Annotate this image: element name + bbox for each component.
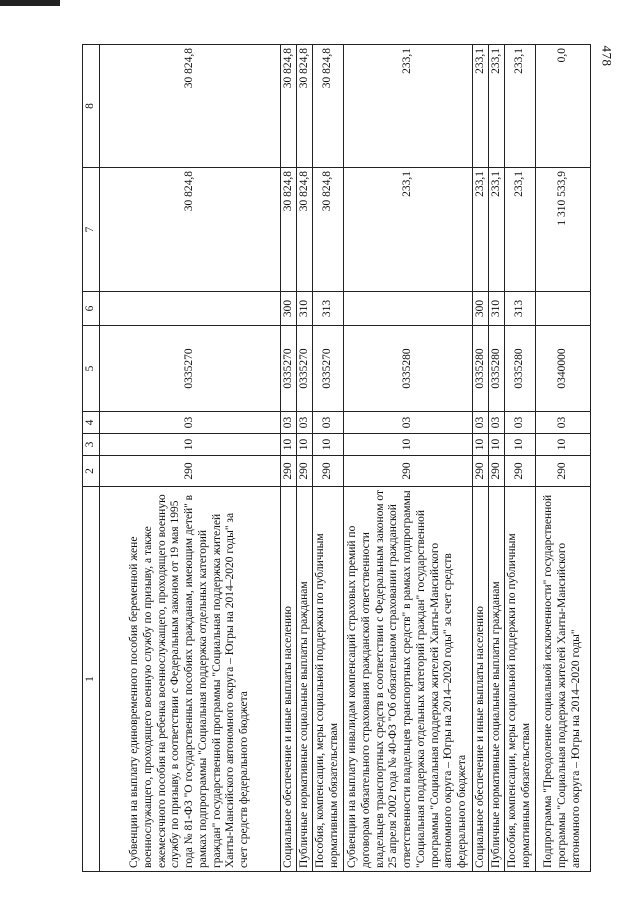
- cell-ministry-code: 290: [344, 456, 473, 487]
- header-col-8: 8: [83, 45, 100, 168]
- cell-amount-a: 30 824,8: [100, 168, 281, 292]
- row-description: Социальное обеспечение и иные выплаты населению: [281, 487, 297, 872]
- table-row: [505, 45, 536, 872]
- cell-amount-b: 0,0: [536, 45, 591, 168]
- table-row: [281, 45, 297, 872]
- table-row: [297, 45, 313, 872]
- cell-expense-type: [344, 292, 473, 326]
- cell-amount-a: 30 824,8: [313, 168, 344, 292]
- row-description: Субвенции на выплату единовременного пособия беременной жене военнослужащего, проходящего военную службу по призыву, а также ежемесячного пособия на ребенка военнослужащего, проходящего военную службу по призыву, в соответствии с Федеральным законом от 19 мая 1995 года № 81-ФЗ "О государственных пособиях гражданам, имеющим детей" в рамках подпрограммы "Социальная поддержка отдельных категорий граждан" государственной программы "Социальная поддержка жителей Ханты-Мансийского автономного округа – Югры на 2014–2020 годы" за счет средств федерального бюджета: [100, 487, 281, 872]
- cell-target-article: 0340000: [536, 326, 591, 412]
- table-row: [489, 45, 505, 872]
- cell-section: 10: [489, 434, 505, 456]
- cell-amount-b: 233,1: [344, 45, 473, 168]
- rotated-table-container: [82, 45, 582, 872]
- cell-target-article: 0335270: [100, 326, 281, 412]
- scan-edge-mark: [0, 0, 60, 6]
- cell-amount-b: 30 824,8: [297, 45, 313, 168]
- cell-subsection: 03: [297, 412, 313, 434]
- cell-expense-type: 313: [313, 292, 344, 326]
- cell-section: 10: [473, 434, 489, 456]
- cell-section: 10: [297, 434, 313, 456]
- cell-amount-a: 233,1: [473, 168, 489, 292]
- cell-expense-type: 300: [473, 292, 489, 326]
- cell-amount-b: 30 824,8: [100, 45, 281, 168]
- header-col-4: 4: [83, 412, 100, 434]
- cell-subsection: 03: [100, 412, 281, 434]
- cell-ministry-code: 290: [536, 456, 591, 487]
- cell-expense-type: 300: [281, 292, 297, 326]
- cell-target-article: 0335270: [281, 326, 297, 412]
- row-description: Подпрограмма "Преодоление социальной исключенности" государственной программы "Социальная поддержка жителей Ханты-Мансийского автономного округа – Югры на 2014–2020 годы": [536, 487, 591, 872]
- table-row: [313, 45, 344, 872]
- cell-section: 10: [344, 434, 473, 456]
- cell-subsection: 03: [281, 412, 297, 434]
- header-col-6: 6: [83, 292, 100, 326]
- cell-amount-a: 1 310 533,9: [536, 168, 591, 292]
- row-description: Публичные нормативные социальные выплаты гражданам: [297, 487, 313, 872]
- cell-target-article: 0335280: [344, 326, 473, 412]
- cell-ministry-code: 290: [505, 456, 536, 487]
- table-row: [344, 45, 473, 872]
- cell-amount-b: 233,1: [489, 45, 505, 168]
- header-col-5: 5: [83, 326, 100, 412]
- cell-section: 10: [313, 434, 344, 456]
- cell-amount-a: 233,1: [505, 168, 536, 292]
- cell-ministry-code: 290: [100, 456, 281, 487]
- cell-subsection: 03: [473, 412, 489, 434]
- cell-amount-a: 30 824,8: [297, 168, 313, 292]
- cell-subsection: 03: [536, 412, 591, 434]
- cell-amount-b: 233,1: [473, 45, 489, 168]
- table-row: [100, 45, 281, 872]
- cell-expense-type: 310: [297, 292, 313, 326]
- cell-expense-type: 313: [505, 292, 536, 326]
- cell-expense-type: [100, 292, 281, 326]
- cell-subsection: 03: [313, 412, 344, 434]
- row-description: Публичные нормативные социальные выплаты гражданам: [489, 487, 505, 872]
- header-col-2: 2: [83, 456, 100, 487]
- cell-ministry-code: 290: [473, 456, 489, 487]
- cell-amount-b: 30 824,8: [313, 45, 344, 168]
- cell-target-article: 0335270: [297, 326, 313, 412]
- cell-amount-b: 233,1: [505, 45, 536, 168]
- cell-subsection: 03: [489, 412, 505, 434]
- table-header-row: [83, 45, 100, 872]
- cell-amount-a: 30 824,8: [281, 168, 297, 292]
- cell-ministry-code: 290: [313, 456, 344, 487]
- cell-amount-a: 233,1: [489, 168, 505, 292]
- cell-subsection: 03: [344, 412, 473, 434]
- cell-target-article: 0335280: [489, 326, 505, 412]
- cell-amount-a: 233,1: [344, 168, 473, 292]
- cell-section: 10: [281, 434, 297, 456]
- page-number: 478: [599, 45, 615, 67]
- budget-table: [82, 44, 591, 872]
- table-row: [473, 45, 489, 872]
- header-col-3: 3: [83, 434, 100, 456]
- cell-subsection: 03: [505, 412, 536, 434]
- header-col-1: 1: [83, 487, 100, 872]
- cell-section: 10: [536, 434, 591, 456]
- cell-expense-type: 310: [489, 292, 505, 326]
- cell-ministry-code: 290: [489, 456, 505, 487]
- header-col-7: 7: [83, 168, 100, 292]
- cell-target-article: 0335270: [313, 326, 344, 412]
- cell-ministry-code: 290: [281, 456, 297, 487]
- cell-target-article: 0335280: [505, 326, 536, 412]
- cell-amount-b: 30 824,8: [281, 45, 297, 168]
- cell-section: 10: [100, 434, 281, 456]
- row-description: Пособия, компенсации, меры социальной поддержки по публичным нормативным обязательствам: [505, 487, 536, 872]
- row-description: Пособия, компенсации, меры социальной поддержки по публичным нормативным обязательствам: [313, 487, 344, 872]
- row-description: Социальное обеспечение и иные выплаты населению: [473, 487, 489, 872]
- table-row: [536, 45, 591, 872]
- cell-target-article: 0335280: [473, 326, 489, 412]
- cell-section: 10: [505, 434, 536, 456]
- cell-expense-type: [536, 292, 591, 326]
- row-description: Субвенции на выплату инвалидам компенсаций страховых премий по договорам обязательного страхования гражданской ответственности владельцев транспортных средств в соответствии с Федеральным законом от 25 апреля 2002 года № 40-ФЗ "Об обязательном страховании гражданской ответственности владельцев транспортных средств" в рамках подпрограммы "Социальная поддержка отдельных категорий граждан" государственной программы "Социальная поддержка жителей Ханты-Мансийского автономного округа – Югры на 2014–2020 годы" за счет средств федерального бюджета: [344, 487, 473, 872]
- cell-ministry-code: 290: [297, 456, 313, 487]
